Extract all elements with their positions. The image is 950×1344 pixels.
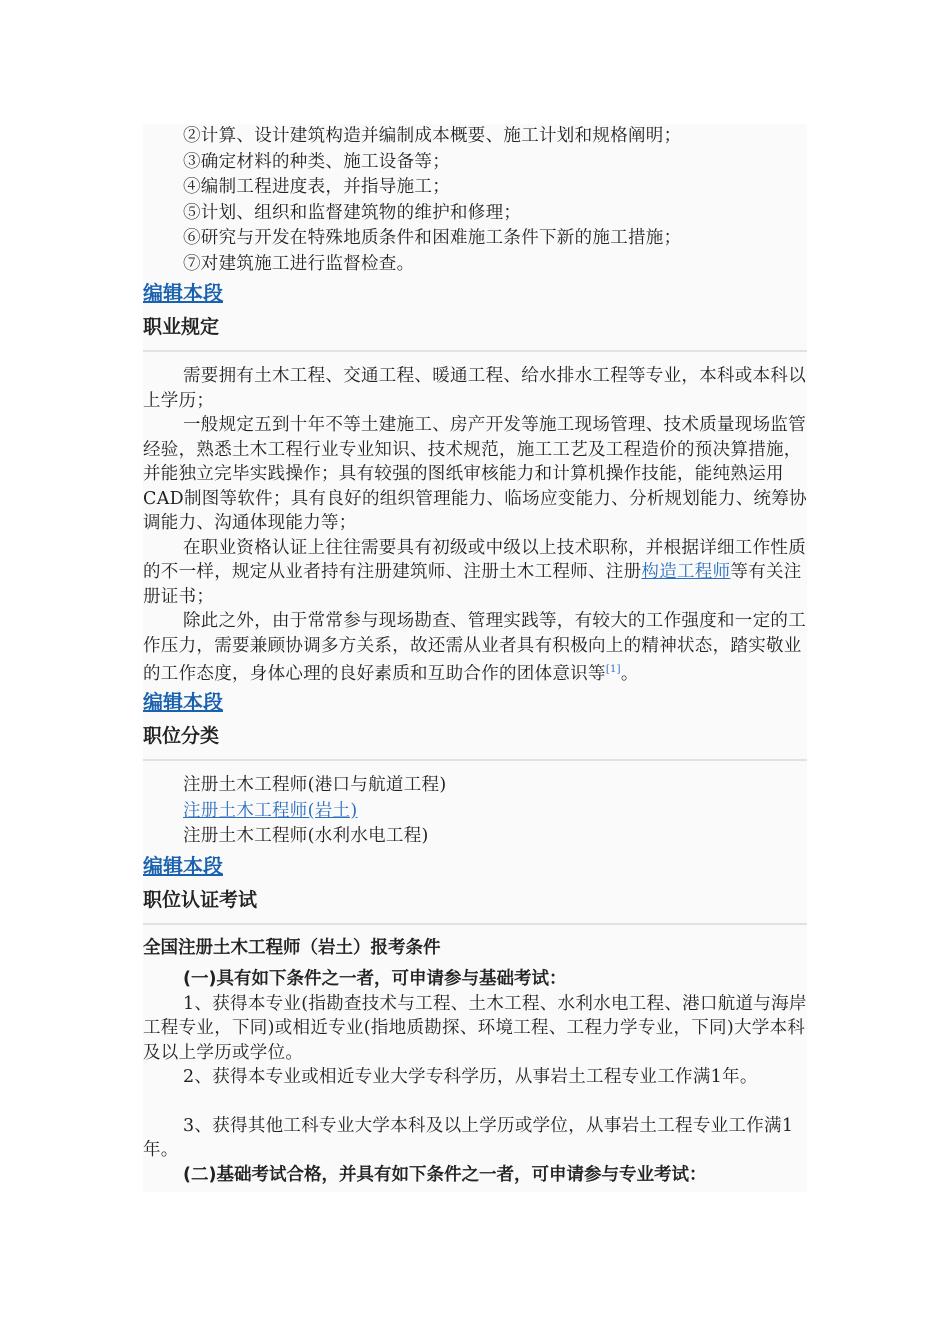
classification-item-link: [143, 799, 807, 825]
duty-item: ②计算、设计建筑构造并编制成本概要、施工计划和规格阐明；: [183, 126, 682, 146]
condition-heading: (一)具有如下条件之一者，可申请参与基础考试：: [183, 968, 567, 989]
section-title-exam: 职位认证考试: [143, 886, 807, 925]
structural-engineer-link[interactable]: 构造工程师: [641, 562, 731, 582]
condition-item: 1、获得本专业(指勘查技术与工程、土木工程、水利水电工程、港口航道与海岸工程专业，下同)或相近专业(指地质勘探、环境工程、工程力学专业，下同)大学本科及以上学历或学位。: [143, 993, 807, 1063]
regulation-text: 。: [620, 663, 639, 684]
section-title-classification: 职位分类: [143, 722, 807, 761]
edit-section-link[interactable]: 编辑本段: [143, 281, 223, 305]
duty-item: ④编制工程进度表，并指导施工；: [183, 177, 450, 197]
regulation-text: 除此之外，由于常常参与现场勘查、管理实践等，有较大的工作强度和一定的工作压力，需要兼顾协调多方关系，故还需从业者具有积极向上的精神状态，踏实敬业的工作态度，身体心理的良好素质和互助合作的团体意识等: [143, 611, 806, 684]
classification-item: 注册土木工程师(港口与航道工程): [183, 775, 447, 796]
duty-item: ⑤计划、组织和监督建筑物的维护和修理；: [183, 202, 522, 223]
section-title-regulations: 职业规定: [143, 313, 807, 352]
geotechnical-engineer-link[interactable]: 注册土木工程师(岩土): [183, 800, 358, 821]
edit-section-link[interactable]: 编辑本段: [143, 853, 223, 878]
duty-item: ⑦对建筑施工进行监督检查。: [183, 253, 415, 274]
regulation-paragraph: 需要拥有土木工程、交通工程、暖通工程、给水排水工程等专业，本科或本科以上学历；: [143, 366, 806, 411]
regulation-paragraph: 一般规定五到十年不等土建施工、房产开发等施工现场管理、技术质量现场监管经验，熟悉土木工程行业专业知识、技术规范，施工工艺及工程造价的预决算措施，并能独立完毕实践操作；具有较强的图纸审核能力和计算机操作技能，能纯熟运用CAD制图等软件；具有良好的组织管理能力、临场应变能力、分析规划能力、统筹协调能力、沟通体现能力等；: [143, 415, 807, 533]
regulation-paragraph: [143, 609, 807, 686]
regulation-text: 在职业资格认证上往往需要具有初级或中级以上技术职称，并根据详细工作性质的不一样，规定从业者持有注册建筑师、注册土木工程师、注册: [143, 537, 806, 582]
duty-item: ③确定材料的种类、施工设备等；: [183, 151, 450, 172]
regulation-text: 等有关注册证书；: [143, 562, 802, 607]
classification-item: 注册土木工程师(水利水电工程): [183, 826, 429, 847]
regulation-paragraph: [143, 536, 807, 610]
edit-section-link[interactable]: 编辑本段: [143, 690, 223, 715]
citation-ref[interactable]: [1]: [605, 664, 621, 675]
article-content: [143, 124, 807, 1192]
duty-item: ⑥研究与开发在特殊地质条件和困难施工条件下新的施工措施；: [183, 228, 682, 248]
condition-item: 3、获得其他工科专业大学本科及以上学历或学位，从事岩土工程专业工作满1年。: [143, 1115, 794, 1161]
condition-item: 2、获得本专业或相近专业大学专科学历，从事岩土工程专业工作满1年。: [183, 1067, 758, 1088]
exam-subtitle: 全国注册土木工程师（岩土）报考条件: [143, 937, 441, 958]
condition-heading: (二)基础考试合格，并具有如下条件之一者，可申请参与专业考试：: [183, 1164, 707, 1185]
